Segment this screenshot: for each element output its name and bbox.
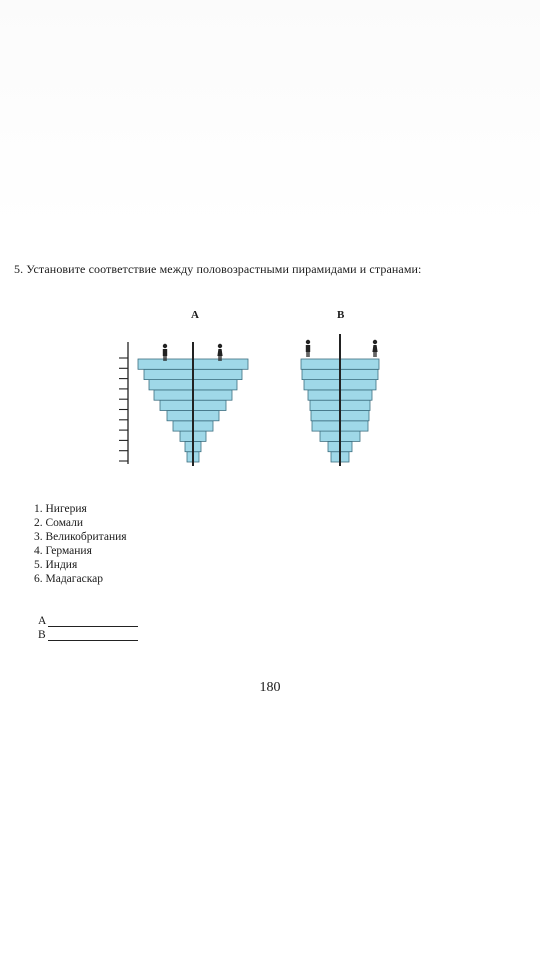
population-pyramids-figure bbox=[0, 300, 540, 470]
figure-head bbox=[218, 344, 222, 348]
pyramid-a-label: A bbox=[191, 309, 199, 321]
answer-section bbox=[38, 614, 46, 642]
figure-leg bbox=[375, 352, 376, 357]
option-item: 5. Индия bbox=[34, 559, 78, 571]
male-figure-icon bbox=[163, 344, 167, 361]
country-options-list bbox=[34, 502, 127, 586]
figure-body bbox=[306, 345, 310, 352]
figure-leg bbox=[373, 352, 374, 357]
figure-leg bbox=[308, 352, 309, 357]
figure-body bbox=[217, 349, 222, 356]
pyramid-a bbox=[119, 342, 248, 466]
figure-leg bbox=[218, 356, 219, 361]
male-figure-icon bbox=[306, 340, 310, 357]
gender-icons bbox=[163, 340, 378, 361]
answer-blank-a[interactable] bbox=[48, 626, 138, 627]
answer-label-b: B bbox=[38, 629, 46, 641]
figure-head bbox=[163, 344, 167, 348]
option-item: 1. Нигерия bbox=[34, 503, 87, 515]
answer-row-b bbox=[38, 628, 46, 642]
figure-body bbox=[163, 349, 167, 356]
option-item: 6. Мадагаскар bbox=[34, 573, 103, 585]
option-item: 3. Великобритания bbox=[34, 531, 127, 543]
answer-row-a bbox=[38, 614, 46, 628]
figure-leg bbox=[163, 356, 164, 361]
page-number: 180 bbox=[259, 680, 281, 695]
figure-leg bbox=[306, 352, 307, 357]
option-item: 2. Сомали bbox=[34, 517, 83, 529]
pyramid-b bbox=[301, 334, 379, 466]
female-figure-icon bbox=[372, 340, 377, 357]
figure-body bbox=[372, 345, 377, 352]
pyramid-b-label: B bbox=[337, 309, 345, 321]
option-item: 4. Германия bbox=[34, 545, 92, 557]
question-text: 5. Установите соответствие между половозрастными пирамидами и странами: bbox=[14, 262, 422, 276]
figure-head bbox=[373, 340, 377, 344]
answer-label-a: A bbox=[38, 615, 47, 627]
answer-blank-b[interactable] bbox=[48, 640, 138, 641]
female-figure-icon bbox=[217, 344, 222, 361]
page-background bbox=[0, 0, 540, 230]
figure-leg bbox=[165, 356, 166, 361]
figure-leg bbox=[220, 356, 221, 361]
figure-head bbox=[306, 340, 310, 344]
